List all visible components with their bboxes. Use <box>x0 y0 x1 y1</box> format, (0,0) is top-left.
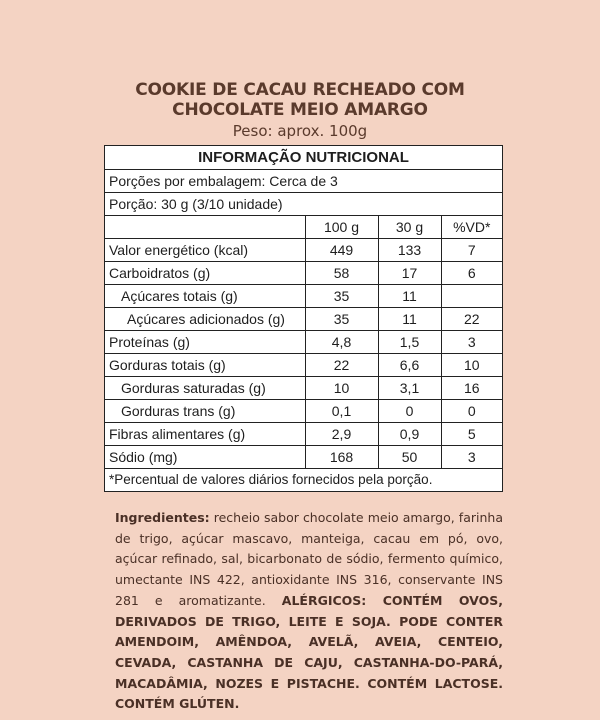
column-header-30g: 30 g <box>378 216 441 239</box>
nutrient-value-30g: 3,1 <box>378 377 441 400</box>
nutrient-value-30g: 1,5 <box>378 331 441 354</box>
nutrient-row-fiber <box>105 423 502 446</box>
column-header-vd: %VD* <box>441 216 502 239</box>
nutrient-value-30g: 133 <box>378 239 441 262</box>
nutrient-value-100g: 22 <box>305 354 378 377</box>
nutrient-value-30g: 11 <box>378 285 441 308</box>
nutrient-value-vd: 5 <box>441 423 502 446</box>
nutrient-value-vd: 3 <box>441 446 502 469</box>
nutrient-value-vd: 0 <box>441 400 502 423</box>
nutrient-label: Gorduras totais (g) <box>105 354 305 377</box>
nutrient-row-total-sugars <box>105 285 502 308</box>
allergens-text: ALÉRGICOS: CONTÉM OVOS, DERIVADOS DE TRIGO, LEITE E SOJA. PODE CONTER AMENDOIM, AMÊNDOA, AVELÃ, AVEIA, CENTEIO, CEVADA, CASTANHA DE CAJU, CASTANHA-DO-PARÁ, MACADÂMIA, NOZES E PISTACHE. CONTÉM LACTOSE. CONTÉM GLÚTEN. <box>115 592 503 712</box>
nutrient-row-added-sugars <box>105 308 502 331</box>
nutrient-row-saturated-fat <box>105 377 502 400</box>
column-header-row <box>105 216 502 239</box>
nutrient-label: Valor energético (kcal) <box>105 239 305 262</box>
product-header <box>0 80 600 141</box>
nutrient-row-trans-fat <box>105 400 502 423</box>
product-weight: Peso: aprox. 100g <box>232 122 368 140</box>
product-title-line1: COOKIE DE CACAU RECHEADO COM <box>135 80 465 100</box>
nutrient-value-vd: 10 <box>441 354 502 377</box>
column-header-100g: 100 g <box>305 216 378 239</box>
nutrient-value-30g: 17 <box>378 262 441 285</box>
nutrient-value-100g: 4,8 <box>305 331 378 354</box>
nutrient-value-100g: 35 <box>305 285 378 308</box>
nutrient-row-total-fat <box>105 354 502 377</box>
nutrient-label: Sódio (mg) <box>105 446 305 469</box>
nutrient-grid <box>105 216 502 469</box>
nutrient-value-vd: 6 <box>441 262 502 285</box>
nutrition-facts-table <box>104 145 503 492</box>
nutrition-title: INFORMAÇÃO NUTRICIONAL <box>105 146 502 170</box>
nutrient-value-100g: 0,1 <box>305 400 378 423</box>
nutrient-value-vd: 7 <box>441 239 502 262</box>
nutrient-row-energy <box>105 239 502 262</box>
nutrient-label: Açúcares totais (g) <box>105 285 305 308</box>
nutrient-row-sodium <box>105 446 502 469</box>
ingredients-text: recheio sabor chocolate meio amargo, farinha de trigo, açúcar mascavo, manteiga, cacau em pó, ovo, açúcar refinado, sal, bicarbonato de sódio, fermento químico, umectante INS 422, antioxidante INS 316, conservante INS 281 e aromatizante. <box>115 510 503 608</box>
nutrient-row-protein <box>105 331 502 354</box>
nutrient-value-30g: 6,6 <box>378 354 441 377</box>
nutrient-value-100g: 2,9 <box>305 423 378 446</box>
nutrient-label: Açúcares adicionados (g) <box>105 308 305 331</box>
nutrient-value-30g: 50 <box>378 446 441 469</box>
nutrient-value-30g: 0,9 <box>378 423 441 446</box>
nutrient-value-vd: 16 <box>441 377 502 400</box>
column-header-empty <box>105 216 305 239</box>
nutrient-value-100g: 58 <box>305 262 378 285</box>
serving-size: Porção: 30 g (3/10 unidade) <box>105 193 502 216</box>
nutrient-label: Carboidratos (g) <box>105 262 305 285</box>
nutrient-value-30g: 11 <box>378 308 441 331</box>
nutrient-label: Fibras alimentares (g) <box>105 423 305 446</box>
nutrient-value-vd: 22 <box>441 308 502 331</box>
nutrient-label: Gorduras saturadas (g) <box>105 377 305 400</box>
nutrient-value-30g: 0 <box>378 400 441 423</box>
product-title-line2: CHOCOLATE MEIO AMARGO <box>172 100 428 120</box>
nutrient-value-vd: 3 <box>441 331 502 354</box>
nutrient-value-vd <box>441 285 502 308</box>
nutrient-value-100g: 168 <box>305 446 378 469</box>
ingredients-block <box>115 508 503 715</box>
nutrient-value-100g: 10 <box>305 377 378 400</box>
nutrition-footnote: *Percentual de valores diários fornecidos pela porção. <box>109 472 433 487</box>
nutrient-label: Proteínas (g) <box>105 331 305 354</box>
nutrient-value-100g: 35 <box>305 308 378 331</box>
ingredients-label: Ingredientes: <box>115 510 210 525</box>
nutrient-row-carbs <box>105 262 502 285</box>
nutrient-value-100g: 449 <box>305 239 378 262</box>
servings-per-package: Porções por embalagem: Cerca de 3 <box>105 170 502 193</box>
nutrient-label: Gorduras trans (g) <box>105 400 305 423</box>
